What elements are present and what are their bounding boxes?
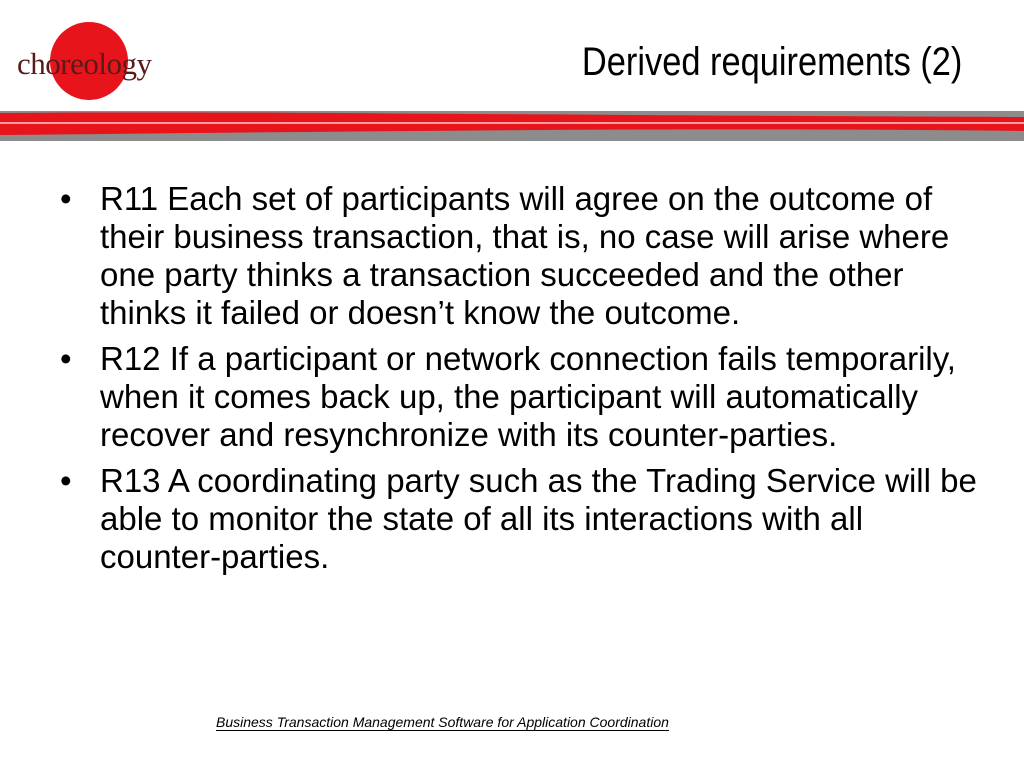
bullet-list xyxy=(60,180,980,584)
bullet-marker: • xyxy=(60,462,72,499)
bullet-r13 xyxy=(60,462,980,576)
footer-tagline: Business Transaction Management Software for Application Coordination xyxy=(216,714,669,730)
bullet-text: R12 If a participant or network connection fails temporarily, when it comes back up, the participant will automatically recover and resynchronize with its counter-parties. xyxy=(100,340,956,453)
bullet-text: R13 A coordinating party such as the Trading Service will be able to monitor the state of all its interactions with all counter-parties. xyxy=(100,462,977,575)
bullet-r12 xyxy=(60,340,980,454)
bullet-text: R11 Each set of participants will agree on the outcome of their business transaction, that is, no case will arise where one party thinks a transaction succeeded and the other thinks it failed or doesn’t know the outcome. xyxy=(100,180,950,331)
header-banner xyxy=(0,111,1024,141)
bullet-r11 xyxy=(60,180,980,332)
bullet-marker: • xyxy=(60,180,72,217)
bullet-marker: • xyxy=(60,340,72,377)
slide-title: Derived requirements (2) xyxy=(581,40,962,84)
choreology-logo xyxy=(14,22,164,102)
logo-text: choreology xyxy=(17,46,152,81)
